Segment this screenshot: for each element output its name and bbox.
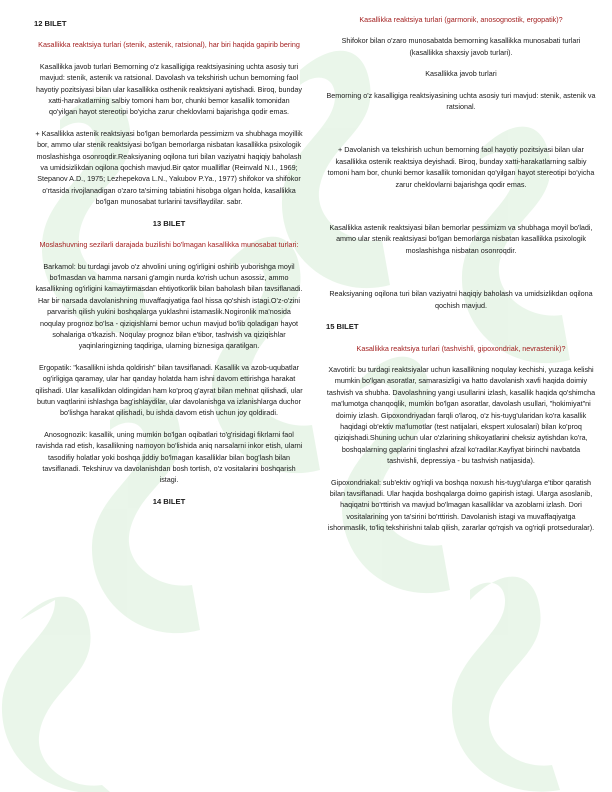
ticket-15-heading: 15 BILET bbox=[326, 322, 359, 332]
paragraph: Gipoxondriakal: sub'ektiv og'riqli va boshqa noxush his-tuyg'ularga e'tibor qaratish bilan tavsiflanadi. Ular haqida boshqalarga doimo gapirish istagi. Ularga asoslanib, haqiqatni bo'rttirish va mavjud bo'lmagan kasalliklar va azoblarni izlash. Dori vositalarining yon ta'sirini bo'rttirish. Davolanish istagi va muvaffaqiyatga ishonmaslik, to'liq tekshirishni talab qilish, zararlar qo'rqish va og'riqli protseduralar). bbox=[327, 477, 595, 533]
question-12-title: Kasallikka reaktsiya turlari (stenik, astenik, ratsional), har biri haqida gapirib bering bbox=[38, 40, 300, 50]
ticket-14-heading: 14 BILET bbox=[152, 496, 186, 506]
paragraph: Reaksiyaning oqilona turi bilan vaziyatni haqiqiy baholash va umidsizlikdan oqilona qochish mavjud. bbox=[329, 289, 593, 310]
subheading: Kasallikka javob turlari bbox=[425, 69, 497, 79]
right-column bbox=[326, 14, 596, 544]
paragraph: Shifokor bilan o'zaro munosabatda bemorning kasallikka munosabati turlari (kasallikka shaxsiy javob turlari). bbox=[341, 36, 581, 57]
paragraph: Kasallikka javob turlari Bemorning o'z kasalligiga reaktsiyasining uchta asosiy turi mavjud: stenik, astenik va ratsional. Davolash va tekshirish uchun bemorning faol hayotiy pozitsiyasi bilan ular kasallikka osthenik reaktsiyani aytishadi. Biroq, bunday xatti-harakatlarning salbiy tomoni ham bor, chunki bemor kasallik tomonidan qo'yilgan hayot stereotipi bo'yicha zarur cheklovlarni bajarishga qodir emas. bbox=[35, 61, 303, 117]
ticket-13-heading: 13 BILET bbox=[152, 218, 186, 228]
question-14-title: Kasallikka reaktsiya turlari (garmonik, anosognostik, ergopatik)? bbox=[359, 15, 563, 24]
paragraph: Ergopatik: "kasallikni ishda qoldirish" bilan tavsiflanadi. Kasallik va azob-uqubatlar og'irligiga qaramay, ular har qanday holatda ham ishni davom ettirishga harakat qilishadi. Ular kasallikdan oldingidan ham ko'proq g'ayrat bilan mehnat qilishadi, ular butun vaqtlarini ishlashga bag'ishlaydilar, ular davolanishga va izlanishlarga duchor bo'lishga harakat qilishadi, bu ishda davom etish uchun joy qoldiradi. bbox=[35, 362, 303, 418]
ticket-12-heading: 12 BILET bbox=[34, 19, 67, 28]
paragraph: Anosognozik: kasallik, uning mumkin bo'lgan oqibatlari to'g'risidagi fikrlarni faol ravishda rad etish, kasallikning namoyon bo'lishida aniq narsalarni inkor etish, ularni tasodifiy holatlar yoki boshqa jiddiy bo'lmagan kasalliklar bilan bog'lash bilan tavsiflanadi. Tekshiruv va davolanishdan bosh tortish, o'z vositalarini boshqarish istagi. bbox=[35, 429, 303, 485]
paragraph: Barkamol: bu turdagi javob o'z ahvolini uning og'irligini oshirib yuborishga moyil bo'lmasdan va hamma narsani g'amgin nurda ko'rish uchun asossiz, ammo kasallikning og'irligini kamaytirmasdan ehtiyotkorlik bilan baholash bilan tavsiflanadi. Har bir narsada davolanishning muvaffaqiyatiga faol hissa qo'shish istagi.O'z-o'zini parvarish qilish yukini boshqalarga yuklashni istamaslik.Nogironlik ma'nosida noqulay prognoz bo'lsa - qiziqishlarni bemor uchun mavjud bo'lib qoladigan hayot sohalariga o'tkazish. Noqulay prognoz bilan e'tibor, tashvish va qiziqishlar yaqinlaringizning taqdiriga, ularning biznesiga qaratilgan. bbox=[35, 261, 303, 351]
question-15-title: Kasallikka reaktsiya turlari (tashvishli, gipoxondriak, nevrastenik)? bbox=[356, 343, 566, 353]
paragraph: Bemorning o'z kasalligiga reaktsiyasining uchta asosiy turi mavjud: stenik, astenik va ratsional. bbox=[326, 90, 596, 112]
paragraph: + Davolanish va tekshirish uchun bemorning faol hayotiy pozitsiyasi bilan ular kasallikka ostenik reaktsiya deyishadi. Biroq, bunday xatti-harakatlarning salbiy tomoni ham bor, chunki bemor kasallik tomonidan qo'yilgan hayot stereotipi bo'yicha zarur cheklovlarni bajarishga qodir emas. bbox=[327, 145, 595, 189]
paragraph: Xavotirli: bu turdagi reaktsiyalar uchun kasallikning noqulay kechishi, yuzaga kelishi mumkin bo'lgan asoratlar, samarasizligi va hatto davolanish xavfi haqida doimiy tashvish va shubha. Davolashning yangi usullarini izlash, kasallik haqida qo'shimcha ma'lumotga chanqoqlik, mumkin bo'lgan asoratlar, davolash usullari, "hokimiyat"ni doimiy izlash. Gipoxondriyadan farqli o'laroq, o'z his-tuyg'ularidan ko'ra kasallik haqidagi ob'ektiv ma'lumotlar (test natijalari, ekspert xulosalari) bilan ko'proq qiziqishadi.Shuning uchun ular o'zlarining shikoyatlarini cheksiz aytishdan ko'ra, boshqalarning gaplarini tinglashni afzal ko'radilar.Kayfiyat birinchi navbatda tashvishli, depressiya - bu tashvish natijasida). bbox=[326, 364, 596, 466]
left-column bbox=[34, 14, 304, 517]
paragraph: + Kasallikka astenik reaktsiyasi bo'lgan bemorlarda pessimizm va shubhaga moyillik bor, ammo ular stenik reaktsiyasi bo'lgan bemorlarga nisbatan kasallikka psixologik moslashishga osonroqdir.Reaksiyaning oqilona turi bilan vaziyatni haqiqiy baholash va umidsizlikdan oqilona qochish mavjud.Bir qator mualliflar (Reinvald N.I., 1969; Stepanov A.D., 1975; Lezhepekova L.N., Yakubov P.Ya., 1977) shifokor va shifokor o'rtasida rivojlanadigan o'zaro ta'sirning tabiatini hisobga olgan holda, kasallikka bo'lgan munosabat turlarini tavsiflaydilar. sabr. bbox=[35, 128, 303, 207]
paragraph: Kasallikka astenik reaktsiyasi bilan bemorlar pessimizm va shubhaga moyil bo'ladi, ammo ular stenik reaktsiyasi bo'lgan bemorlarga nisbatan kasallikka psixologik moslashishga nisbatan osonroqdir. bbox=[329, 223, 593, 255]
question-13-title: Moslashuvning sezilarli darajada buzilishi bo'lmagan kasallikka munosabat turlari: bbox=[39, 240, 299, 250]
